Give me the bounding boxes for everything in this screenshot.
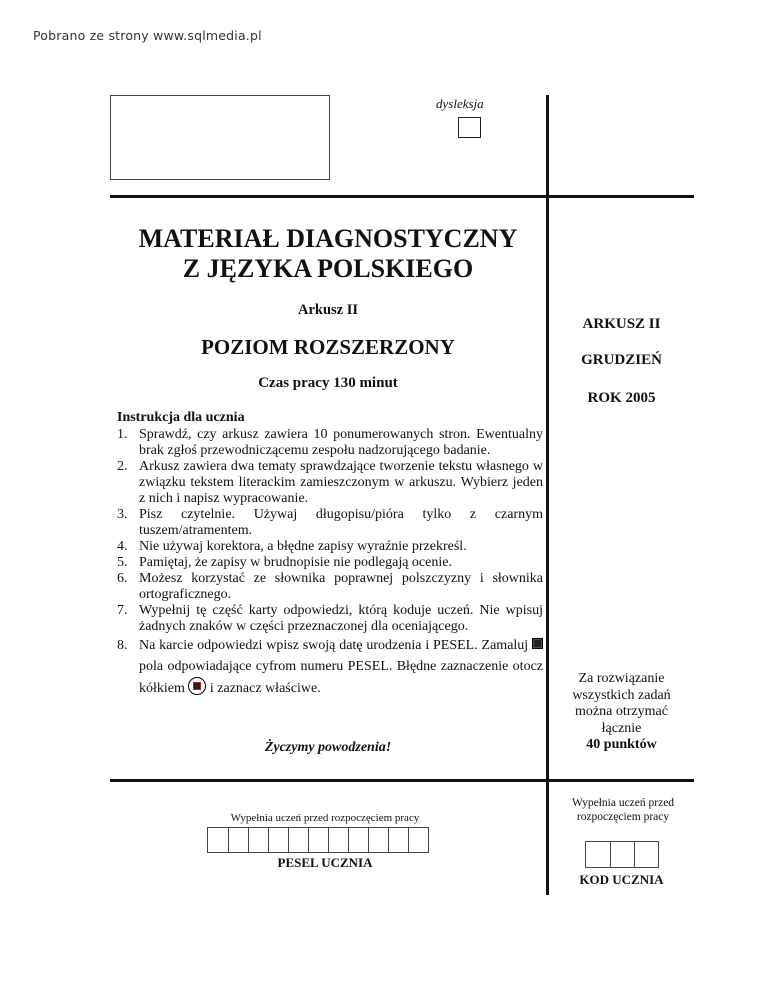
student-code-cell[interactable] <box>634 842 658 867</box>
pesel-digit-cell[interactable] <box>368 828 388 852</box>
pesel-digit-cell[interactable] <box>268 828 288 852</box>
dysleksja-checkbox[interactable] <box>458 117 481 138</box>
pesel-digit-cell[interactable] <box>288 828 308 852</box>
instruction-item: 2. Arkusz zawiera dwa tematy sprawdzające tworzenie tekstu własnego w związku tekstem literackim zamieszczonym w arkuszu. Wybierz jeden z nich i napisz wypracowanie. <box>117 459 543 506</box>
title-line-2: Z JĘZYKA POLSKIEGO <box>182 254 474 283</box>
instruction-item: 6. Możesz korzystać ze słownika poprawnej polszczyzny i słownika ortograficznego. <box>117 571 543 602</box>
pesel-digit-cell[interactable] <box>248 828 268 852</box>
pesel-digit-cell[interactable] <box>408 828 428 852</box>
pesel-label: PESEL UCZNIA <box>277 855 373 870</box>
circled-square-icon <box>188 677 206 695</box>
level-label: POZIOM ROZSZERZONY <box>201 335 455 359</box>
instruction-item: 5. Pamiętaj, że zapisy w brudnopisie nie podlegają ocenie. <box>117 555 452 570</box>
instruction-item: 1. Sprawdź, czy arkusz zawiera 10 ponumerowanych stron. Ewentualny brak zgłoś przewodniczącemu zespołu nadzorującego badanie. <box>117 427 543 458</box>
side-year: ROK 2005 <box>587 390 656 406</box>
dysleksja-label: dysleksja <box>436 96 484 111</box>
instructions-list <box>117 427 543 699</box>
student-code-cell[interactable] <box>610 842 634 867</box>
source-note: Pobrano ze strony www.sqlmedia.pl <box>33 28 262 43</box>
page-title <box>110 224 546 284</box>
pesel-grid <box>207 827 429 853</box>
pesel-digit-cell[interactable] <box>388 828 408 852</box>
student-code-label: KOD UCZNIA <box>579 872 664 887</box>
instructions-title: Instrukcja dla ucznia <box>117 410 245 425</box>
pesel-digit-cell[interactable] <box>208 828 228 852</box>
instruction-item: 4. Nie używaj korektora, a błędne zapisy wyraźnie przekreśl. <box>117 539 467 554</box>
pesel-digit-cell[interactable] <box>228 828 248 852</box>
pesel-digit-cell[interactable] <box>308 828 328 852</box>
student-code-cell[interactable] <box>586 842 610 867</box>
instruction-item: 7. Wypełnij tę część karty odpowiedzi, którą koduje uczeń. Nie wpisuj żadnych znaków w części przeznaczonej dla oceniającego. <box>117 603 543 634</box>
school-stamp-box <box>110 95 330 180</box>
pesel-digit-cell[interactable] <box>348 828 368 852</box>
good-luck-note: Życzymy powodzenia! <box>264 740 392 755</box>
bottom-divider <box>110 779 694 782</box>
student-code-caption: Wypełnia uczeń przed rozpoczęciem pracy <box>571 797 675 823</box>
top-divider <box>110 195 694 198</box>
instruction-item: 3. Pisz czytelnie. Używaj długopisu/pióra tylko z czarnym tuszem/atramentem. <box>117 507 543 538</box>
pesel-caption: Wypełnia uczeń przed rozpoczęciem pracy <box>230 812 420 824</box>
sheet-label: Arkusz II <box>297 302 359 318</box>
side-sheet: ARKUSZ II <box>582 316 661 332</box>
instruction-item: 8. Na karcie odpowiedzi wpisz swoją datę urodzenia i PESEL. Zamaluj pola odpowiadające cyfrom numeru PESEL. Błędne zaznaczenie otocz kółkiem i zaznacz właściwe. <box>117 638 543 696</box>
student-code-grid <box>585 841 659 868</box>
vertical-divider <box>546 95 549 895</box>
filled-square-icon <box>532 638 543 649</box>
duration-label: Czas pracy 130 minut <box>258 375 398 391</box>
pesel-digit-cell[interactable] <box>328 828 348 852</box>
points-info: Za rozwiązanie wszystkich zadań można otrzymać łącznie 40 punktów <box>572 671 671 752</box>
side-month: GRUDZIEŃ <box>581 352 662 368</box>
title-line-1: MATERIAŁ DIAGNOSTYCZNY <box>138 224 518 253</box>
